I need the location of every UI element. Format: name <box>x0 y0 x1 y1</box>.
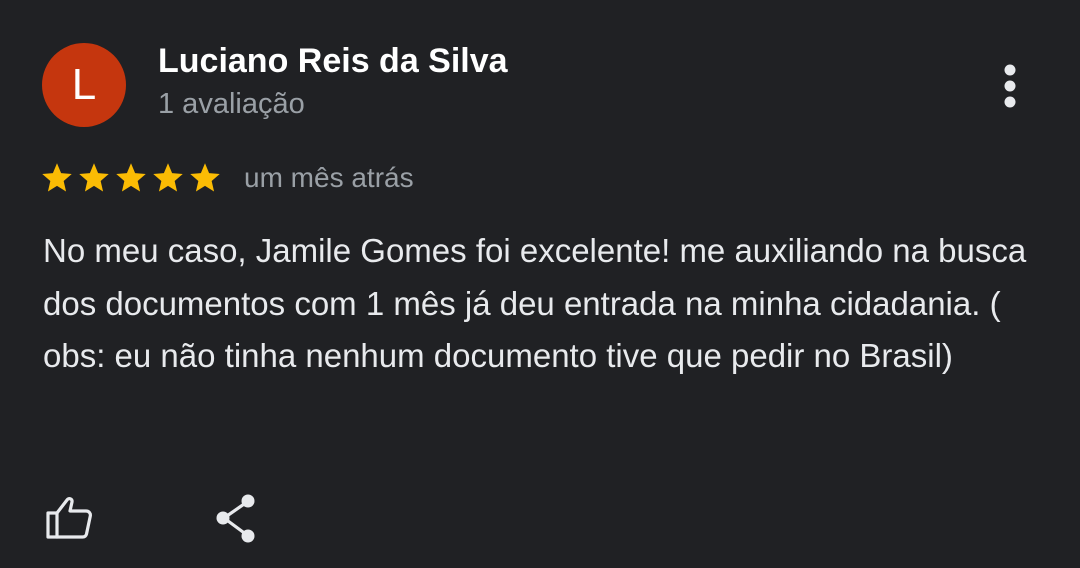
review-text: No meu caso, Jamile Gomes foi excelente! me auxiliando na busca dos documentos com 1 mês já deu entrada na minha cidadania. ( obs: eu não tinha nenhum documento tive que pedir no Brasil) <box>43 232 1027 374</box>
star-icon <box>77 161 111 195</box>
star-icon <box>114 161 148 195</box>
thumb-up-icon <box>41 489 97 545</box>
avatar[interactable]: L <box>42 43 126 127</box>
share-icon <box>208 491 264 547</box>
review-date: um mês atrás <box>244 162 414 193</box>
author-name[interactable]: Luciano Reis da Silva <box>158 42 508 80</box>
share-button[interactable] <box>208 491 264 547</box>
rating-row <box>40 156 414 200</box>
star-icon <box>40 161 74 195</box>
more-options-button[interactable] <box>988 60 1032 114</box>
star-rating <box>40 161 222 195</box>
more-vert-icon <box>988 60 1032 114</box>
like-button[interactable] <box>41 489 97 545</box>
star-icon <box>188 161 222 195</box>
review-count: 1 avaliação <box>158 88 305 120</box>
star-icon <box>151 161 185 195</box>
